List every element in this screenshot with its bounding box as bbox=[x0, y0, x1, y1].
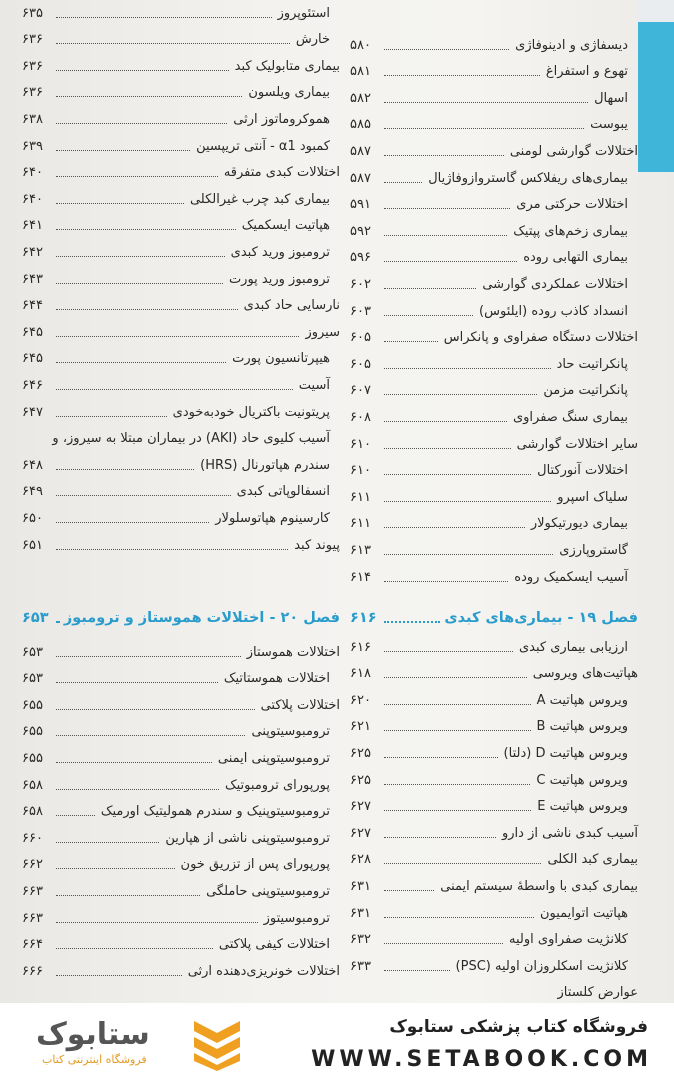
toc-entry bbox=[350, 689, 638, 711]
dot-leader bbox=[56, 203, 184, 204]
toc-entry bbox=[22, 321, 340, 343]
toc-page-number: ۶۲۸ bbox=[350, 852, 371, 868]
dot-leader bbox=[56, 283, 223, 284]
dot-leader bbox=[384, 75, 540, 76]
toc-page-number: ۶۶۲ bbox=[22, 857, 43, 873]
toc-entry bbox=[350, 194, 638, 216]
dot-leader bbox=[56, 922, 258, 923]
toc-entry bbox=[22, 215, 340, 237]
toc-entry bbox=[350, 566, 638, 588]
toc-entry-title: هموکروماتوز ارثی bbox=[233, 111, 330, 127]
toc-entry bbox=[350, 87, 638, 109]
toc-entry bbox=[350, 742, 638, 764]
dot-leader bbox=[384, 970, 450, 971]
toc-entry bbox=[350, 61, 638, 83]
toc-entry-title: پورپورای پس از تزریق خون bbox=[180, 857, 330, 873]
toc-entry-title: پانکراتیت حاد bbox=[556, 356, 628, 372]
toc-entry-title: بیماری کبد الکلی bbox=[547, 852, 638, 868]
toc-entry bbox=[22, 348, 340, 370]
toc-entry-title: اختلالات گوارشی لومنی bbox=[509, 143, 638, 159]
dot-leader bbox=[384, 102, 588, 103]
toc-page-number: ۶۳۲ bbox=[350, 932, 371, 948]
dot-leader bbox=[56, 70, 229, 71]
toc-entry bbox=[22, 694, 340, 716]
toc-entry bbox=[350, 982, 638, 1003]
toc-page-number: ۶۲۷ bbox=[350, 825, 371, 841]
toc-entry bbox=[22, 668, 340, 690]
toc-page-number: ۶۰۲ bbox=[350, 276, 371, 292]
toc-entry-title: انسفالوپاتی کبدی bbox=[236, 484, 330, 500]
dot-leader bbox=[384, 810, 531, 811]
toc-page-number: ۶۱۰ bbox=[350, 463, 371, 479]
dot-leader bbox=[56, 868, 175, 869]
toc-entry-title: بیماری متابولیک کبد bbox=[234, 58, 340, 74]
toc-page-number: ۶۱۶ bbox=[350, 639, 371, 655]
toc-page-number: ۶۱۰ bbox=[350, 436, 371, 452]
toc-entry bbox=[350, 539, 638, 561]
toc-entry bbox=[22, 55, 340, 77]
logo-subtitle: فروشگاه اینترنتی کتاب bbox=[42, 1053, 147, 1066]
toc-page-number: ۶۴۱ bbox=[22, 218, 43, 234]
toc-entry-title: ترومبوسیتوز bbox=[263, 910, 330, 926]
toc-page-number: ۶۶۴ bbox=[22, 937, 43, 953]
toc-page-number: ۵۹۶ bbox=[350, 250, 371, 266]
dot-leader bbox=[384, 474, 531, 475]
toc-entry bbox=[350, 929, 638, 951]
dot-leader bbox=[56, 96, 242, 97]
dot-leader bbox=[56, 469, 194, 470]
chapter-heading bbox=[350, 606, 638, 630]
toc-entry bbox=[350, 140, 638, 162]
toc-entry-title: ارزیابی بیماری کبدی bbox=[518, 639, 628, 655]
toc-entry-title: پانکراتیت مزمن bbox=[543, 383, 628, 399]
toc-page-number: ۶۲۷ bbox=[350, 799, 371, 815]
toc-page-number: ۶۳۳ bbox=[350, 958, 371, 974]
toc-entry bbox=[22, 295, 340, 317]
toc-entry-title: عوارض کلستاز bbox=[557, 985, 638, 1001]
toc-entry bbox=[350, 796, 638, 818]
dot-leader bbox=[384, 315, 473, 316]
toc-entry-title: بیماری کبدی با واسطهٔ سیستم ایمنی bbox=[440, 878, 638, 894]
dot-leader bbox=[384, 49, 509, 50]
toc-entry bbox=[22, 135, 340, 157]
toc-page-number: ۶۴۰ bbox=[22, 191, 43, 207]
toc-entry bbox=[22, 721, 340, 743]
toc-page-number: ۵۹۱ bbox=[350, 197, 371, 213]
dot-leader bbox=[56, 948, 213, 949]
dot-leader bbox=[384, 757, 498, 758]
toc-entry bbox=[350, 220, 638, 242]
dot-leader bbox=[384, 182, 422, 183]
toc-entry bbox=[350, 380, 638, 402]
dot-leader bbox=[384, 288, 476, 289]
dot-leader bbox=[384, 341, 438, 342]
dot-leader bbox=[384, 677, 527, 678]
toc-entry bbox=[350, 167, 638, 189]
dot-leader bbox=[56, 621, 60, 623]
toc-entry-title: هپاتیت‌های ویروسی bbox=[532, 666, 638, 682]
dot-leader bbox=[56, 150, 190, 151]
dot-leader bbox=[384, 368, 551, 369]
toc-entry-title: بیماری التهابی روده bbox=[523, 250, 628, 266]
toc-entry bbox=[350, 353, 638, 375]
toc-entry-title: ویروس هپاتیت C bbox=[536, 772, 628, 788]
dot-leader bbox=[56, 522, 209, 523]
dot-leader bbox=[56, 176, 218, 177]
toc-page-number: ۵۸۷ bbox=[350, 170, 371, 186]
dot-leader bbox=[384, 890, 434, 891]
dot-leader bbox=[384, 554, 553, 555]
dot-leader bbox=[56, 656, 241, 657]
toc-page-number: ۶۳۶ bbox=[22, 32, 43, 48]
toc-entry bbox=[350, 822, 638, 844]
toc-page-number: ۶۴۲ bbox=[22, 244, 43, 260]
dot-leader bbox=[56, 789, 219, 790]
toc-page-number: ۶۴۸ bbox=[22, 457, 43, 473]
dot-leader bbox=[56, 842, 159, 843]
toc-page-number: ۶۳۸ bbox=[22, 111, 43, 127]
toc-entry-title: هپاتیت ایسکمیک bbox=[241, 218, 330, 234]
toc-entry-title: بیماری‌های ریفلاکس گاستروازوفاژیال bbox=[428, 170, 628, 186]
toc-entry bbox=[22, 401, 340, 423]
toc-page-number: ۶۰۷ bbox=[350, 383, 371, 399]
logo-chevron-icon bbox=[190, 1015, 244, 1071]
toc-page-number: ۶۶۰ bbox=[22, 830, 43, 846]
toc-page-number: ۶۶۳ bbox=[22, 883, 43, 899]
toc-entry bbox=[22, 801, 340, 823]
toc-page-number: ۶۱۴ bbox=[350, 569, 371, 585]
toc-page-number: ۶۱۱ bbox=[350, 489, 371, 505]
dot-leader bbox=[56, 762, 212, 763]
toc-page-number: ۶۲۵ bbox=[350, 745, 371, 761]
chapter-title: فصل ۲۰ - اختلالات هموستاز و ترومبوز bbox=[63, 610, 340, 626]
toc-entry bbox=[22, 880, 340, 902]
dot-leader bbox=[384, 784, 530, 785]
toc-page-number: ۶۵۵ bbox=[22, 724, 43, 740]
toc-entry bbox=[22, 82, 340, 104]
dot-leader bbox=[384, 527, 525, 528]
toc-entry bbox=[350, 769, 638, 791]
toc-page-number: ۵۸۰ bbox=[350, 37, 371, 53]
toc-entry bbox=[350, 716, 638, 738]
dot-leader bbox=[56, 43, 290, 44]
toc-entry-title: اختلالات حرکتی مری bbox=[516, 197, 628, 213]
dot-leader bbox=[384, 917, 534, 918]
toc-entry bbox=[22, 108, 340, 130]
toc-entry bbox=[22, 827, 340, 849]
toc-page-number: ۶۵۰ bbox=[22, 510, 43, 526]
toc-entry-title: اختلالات کیفی پلاکتی bbox=[218, 937, 330, 953]
dot-leader bbox=[56, 975, 182, 976]
toc-entry-title: آسیب ایسکمیک روده bbox=[514, 569, 628, 585]
toc-entry bbox=[22, 854, 340, 876]
toc-entry-title: ترومبوسیتوپنی bbox=[251, 724, 330, 740]
toc-entry-title: اختلالات پلاکتی bbox=[260, 697, 340, 713]
chapter-tab-marker bbox=[638, 22, 674, 172]
dot-leader bbox=[56, 416, 167, 417]
dot-leader bbox=[384, 421, 507, 422]
dot-leader bbox=[56, 735, 245, 736]
dot-leader bbox=[384, 704, 531, 705]
toc-page-number: ۶۳۹ bbox=[22, 138, 43, 154]
dot-leader bbox=[56, 895, 200, 896]
toc-entry bbox=[22, 534, 340, 556]
dot-leader bbox=[56, 336, 299, 337]
store-footer bbox=[0, 1003, 674, 1080]
toc-entry bbox=[22, 641, 340, 663]
dot-leader bbox=[56, 362, 226, 363]
toc-entry bbox=[350, 34, 638, 56]
dot-leader bbox=[384, 394, 537, 395]
toc-entry-title: ترومبوز ورید کبدی bbox=[230, 244, 330, 260]
shop-url[interactable]: WWW.SETABOOK.COM bbox=[311, 1047, 652, 1072]
toc-entry-title: بیماری دیورتیکولار bbox=[530, 516, 628, 532]
toc-entry-title: ویروس هپاتیت D (دلتا) bbox=[503, 745, 628, 761]
toc-entry-title: اسهال bbox=[594, 90, 628, 106]
chapter-title: فصل ۱۹ - بیماری‌های کبدی bbox=[444, 610, 638, 626]
toc-entry bbox=[22, 747, 340, 769]
dot-leader bbox=[56, 229, 236, 230]
toc-page-number: ۶۴۷ bbox=[22, 404, 43, 420]
dot-leader bbox=[384, 581, 508, 582]
toc-page-number: ۶۲۵ bbox=[350, 772, 371, 788]
toc-entry bbox=[22, 29, 340, 51]
toc-entry bbox=[22, 2, 340, 24]
dot-leader bbox=[56, 309, 238, 310]
dot-leader bbox=[384, 863, 541, 864]
logo-text: ستابوک bbox=[36, 1017, 150, 1052]
toc-page-number: ۶۵۸ bbox=[22, 777, 43, 793]
dot-leader bbox=[56, 549, 288, 550]
dot-leader bbox=[56, 709, 255, 710]
toc-entry bbox=[22, 907, 340, 929]
toc-page-number: ۶۶۳ bbox=[22, 910, 43, 926]
toc-page-number: ۶۳۵ bbox=[22, 5, 43, 21]
page-corner bbox=[638, 0, 674, 22]
toc-entry bbox=[350, 327, 638, 349]
dot-leader bbox=[384, 837, 496, 838]
toc-entry bbox=[22, 241, 340, 263]
toc-entry bbox=[22, 960, 340, 982]
toc-page-number: ۶۱۸ bbox=[350, 666, 371, 682]
toc-page-number: ۶۴۵ bbox=[22, 351, 43, 367]
toc-page-number: ۶۲۰ bbox=[350, 692, 371, 708]
toc-entry-title: اختلالات هموستاتیک bbox=[223, 671, 330, 687]
toc-page-number: ۵۹۲ bbox=[350, 223, 371, 239]
toc-entry-title: ترومبوسیتوپنی حاملگی bbox=[206, 883, 330, 899]
toc-entry-title: ویروس هپاتیت E bbox=[537, 799, 628, 815]
toc-entry-title: اختلالات عملکردی گوارشی bbox=[482, 276, 628, 292]
dot-leader bbox=[384, 730, 531, 731]
toc-entry bbox=[350, 955, 638, 977]
toc-page-number: ۵۸۲ bbox=[350, 90, 371, 106]
toc-entry bbox=[350, 875, 638, 897]
toc-entry bbox=[350, 273, 638, 295]
toc-entry-title: خارش bbox=[295, 32, 330, 48]
toc-entry-title: آسیب کبدی ناشی از دارو bbox=[502, 825, 638, 841]
toc-entry bbox=[22, 454, 340, 476]
toc-page-number: ۶۰۵ bbox=[350, 330, 371, 346]
dot-leader bbox=[56, 682, 218, 683]
toc-entry-title: سلیاک اسپرو bbox=[557, 489, 628, 505]
toc-entry bbox=[22, 934, 340, 956]
chapter-page-number: ۶۵۳ bbox=[22, 610, 49, 626]
toc-page-number: ۶۳۶ bbox=[22, 85, 43, 101]
toc-entry-title: هیپرتانسیون پورت bbox=[232, 351, 330, 367]
toc-page-number: ۶۰۵ bbox=[350, 356, 371, 372]
toc-page-number: ۶۵۸ bbox=[22, 804, 43, 820]
toc-entry bbox=[22, 774, 340, 796]
dot-leader bbox=[384, 621, 440, 623]
toc-entry-title: دیسفاژی و ادینوفاژی bbox=[515, 37, 628, 53]
toc-page-number: ۶۴۹ bbox=[22, 484, 43, 500]
toc-entry bbox=[22, 507, 340, 529]
toc-entry-title: ویروس هپاتیت A bbox=[536, 692, 628, 708]
toc-page-number: ۶۱۳ bbox=[350, 542, 371, 558]
toc-entry-title: گاستروپارزی bbox=[559, 542, 628, 558]
dot-leader bbox=[384, 261, 517, 262]
toc-entry-title: ترومبوز ورید پورت bbox=[228, 271, 330, 287]
dot-leader bbox=[384, 128, 584, 129]
toc-entry-title: بیماری ویلسون bbox=[248, 85, 330, 101]
toc-entry-title: اختلالات کبدی متفرقه bbox=[223, 165, 340, 181]
toc-entry-title: پورپورای ترومبوتیک bbox=[225, 777, 330, 793]
toc-page-number: ۵۸۷ bbox=[350, 143, 371, 159]
dot-leader bbox=[384, 155, 504, 156]
toc-entry-title: اختلالات خونریزی‌دهنده ارثی bbox=[187, 963, 340, 979]
toc-page-number: ۶۰۳ bbox=[350, 303, 371, 319]
dot-leader bbox=[56, 256, 225, 257]
toc-entry bbox=[22, 162, 340, 184]
dot-leader bbox=[384, 943, 503, 944]
toc-page-number: ۶۳۶ bbox=[22, 58, 43, 74]
toc-entry bbox=[22, 374, 340, 396]
toc-entry bbox=[22, 188, 340, 210]
toc-entry-title: یبوست bbox=[590, 117, 628, 133]
toc-entry-title: پریتونیت باکتریال خودبه‌خودی bbox=[172, 404, 330, 420]
toc-entry-title: کارسینوم هپاتوسلولار bbox=[215, 510, 330, 526]
toc-entry bbox=[350, 902, 638, 924]
toc-entry-title: اختلالات هموستاز bbox=[246, 644, 340, 660]
toc-entry-title: سیروز bbox=[305, 324, 340, 340]
toc-entry bbox=[350, 433, 638, 455]
toc-page-number: ۶۲۱ bbox=[350, 719, 371, 735]
toc-entry-title: استئوپروز bbox=[277, 5, 330, 21]
toc-entry-title: کمبود α1 - آنتی تریپسین bbox=[196, 138, 330, 154]
toc-page-number: ۶۴۶ bbox=[22, 377, 43, 393]
toc-entry bbox=[350, 849, 638, 871]
toc-entry bbox=[22, 428, 340, 450]
toc-entry-title: کلانژیت اسکلروزان اولیه (PSC) bbox=[455, 958, 628, 974]
dot-leader bbox=[384, 501, 551, 502]
toc-entry-title: سایر اختلالات گوارشی bbox=[516, 436, 638, 452]
toc-page-number: ۶۵۵ bbox=[22, 750, 43, 766]
toc-entry-title: پیوند کبد bbox=[294, 537, 340, 553]
toc-entry bbox=[350, 300, 638, 322]
dot-leader bbox=[56, 389, 293, 390]
toc-entry-title: بیماری سنگ صفراوی bbox=[512, 409, 628, 425]
toc-page-number: ۵۸۵ bbox=[350, 117, 371, 133]
toc-entry-title: آسیت bbox=[298, 377, 330, 393]
toc-page-number: ۶۵۱ bbox=[22, 537, 43, 553]
toc-entry bbox=[350, 247, 638, 269]
toc-entry bbox=[22, 481, 340, 503]
toc-entry bbox=[350, 663, 638, 685]
chapter-page-number: ۶۱۶ bbox=[350, 610, 377, 626]
toc-page-number: ۶۰۸ bbox=[350, 409, 371, 425]
toc-entry-title: نارسایی حاد کبدی bbox=[243, 298, 340, 314]
toc-entry-title: ویروس هپاتیت B bbox=[536, 719, 628, 735]
toc-page-number: ۶۴۳ bbox=[22, 271, 43, 287]
chapter-heading bbox=[22, 606, 340, 630]
toc-entry bbox=[350, 460, 638, 482]
toc-page-number: ۶۴۵ bbox=[22, 324, 43, 340]
toc-entry-title: اختلالات دستگاه صفراوی و پانکراس bbox=[443, 330, 638, 346]
toc-entry-title: کلانژیت صفراوی اولیه bbox=[509, 932, 628, 948]
toc-page-number: ۶۴۰ bbox=[22, 165, 43, 181]
toc-entry-title: ترومبوسیتوپنی ناشی از هپارین bbox=[165, 830, 330, 846]
dot-leader bbox=[384, 235, 507, 236]
toc-entry-title: تهوع و استفراغ bbox=[545, 64, 628, 80]
dot-leader bbox=[56, 17, 272, 18]
toc-entry-title: سندرم هپاتورنال (HRS) bbox=[200, 457, 330, 473]
toc-page-number: ۶۳۱ bbox=[350, 878, 371, 894]
dot-leader bbox=[384, 651, 513, 652]
toc-entry-title: آسیب کلیوی حاد (AKI) در بیماران مبتلا به سیروز، و bbox=[52, 431, 330, 447]
toc-entry bbox=[350, 513, 638, 535]
toc-entry bbox=[350, 486, 638, 508]
toc-entry bbox=[350, 636, 638, 658]
dot-leader bbox=[384, 448, 511, 449]
shop-name: فروشگاه کتاب پزشکی ستابوک bbox=[389, 1017, 648, 1037]
toc-page-number: ۶۱۱ bbox=[350, 516, 371, 532]
dot-leader bbox=[384, 208, 510, 209]
toc-page-number: ۶۵۳ bbox=[22, 644, 43, 660]
toc-page-number: ۶۶۶ bbox=[22, 963, 43, 979]
toc-page-number: ۶۵۳ bbox=[22, 671, 43, 687]
toc-entry-title: اختلالات آنورکتال bbox=[537, 463, 628, 479]
dot-leader bbox=[56, 495, 231, 496]
toc-entry-title: انسداد کاذب روده (ایلئوس) bbox=[479, 303, 628, 319]
toc-entry bbox=[350, 406, 638, 428]
toc-page-number: ۶۳۱ bbox=[350, 905, 371, 921]
toc-page-number: ۵۸۱ bbox=[350, 64, 371, 80]
toc-entry-title: ترومبوسیتوپنیک و سندرم همولیتیک اورمیک bbox=[100, 804, 330, 820]
toc-page-number: ۶۴۴ bbox=[22, 298, 43, 314]
toc-page-number: ۶۵۵ bbox=[22, 697, 43, 713]
toc-entry bbox=[22, 268, 340, 290]
toc-entry-title: بیماری کبد چرب غیرالکلی bbox=[189, 191, 330, 207]
dot-leader bbox=[56, 123, 227, 124]
toc-entry bbox=[350, 114, 638, 136]
toc-entry-title: هپاتیت اتوایمیون bbox=[539, 905, 628, 921]
toc-entry-title: بیماری زخم‌های پپتیک bbox=[513, 223, 628, 239]
dot-leader bbox=[56, 815, 95, 816]
toc-entry-title: ترومبوسیتوپنی ایمنی bbox=[217, 750, 330, 766]
